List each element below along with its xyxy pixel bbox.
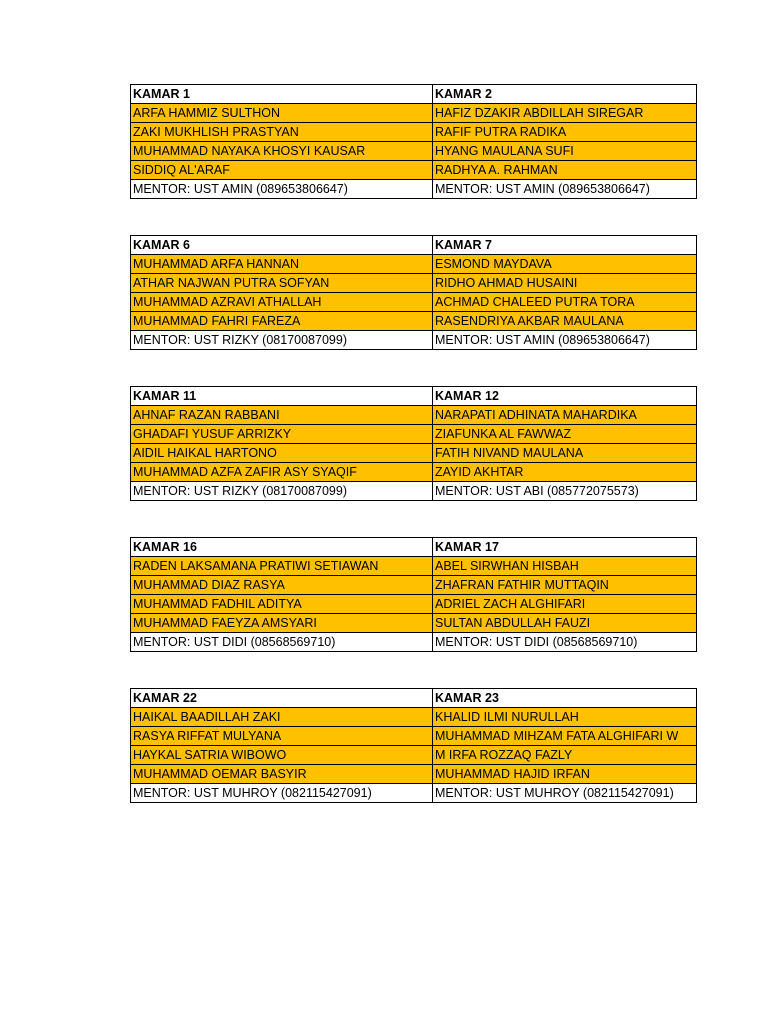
table-row-header [131, 689, 697, 708]
room-table [130, 537, 697, 652]
mentor-cell[interactable]: MENTOR: UST DIDI (08568569710) [433, 633, 697, 652]
student-name-cell[interactable]: SIDDIQ AL'ARAF [131, 161, 433, 180]
student-name-cell[interactable]: HAIKAL BAADILLAH ZAKI [131, 708, 433, 727]
student-name-cell[interactable]: ACHMAD CHALEED PUTRA TORA [433, 293, 697, 312]
table-row [131, 104, 697, 123]
student-name-cell[interactable]: RASYA RIFFAT MULYANA [131, 727, 433, 746]
student-name-cell[interactable]: RADEN LAKSAMANA PRATIWI SETIAWAN [131, 557, 433, 576]
table-row [131, 557, 697, 576]
student-name-cell[interactable]: RADHYA A. RAHMAN [433, 161, 697, 180]
student-name-cell[interactable]: RAFIF PUTRA RADIKA [433, 123, 697, 142]
room-title-cell[interactable]: KAMAR 17 [433, 538, 697, 557]
table-row [131, 293, 697, 312]
table-row [131, 727, 697, 746]
table-row [131, 425, 697, 444]
table-row-header [131, 85, 697, 104]
student-name-cell[interactable]: HYANG MAULANA SUFI [433, 142, 697, 161]
room-title-cell[interactable]: KAMAR 11 [131, 387, 433, 406]
room-block [130, 537, 696, 652]
table-row [131, 708, 697, 727]
mentor-cell[interactable]: MENTOR: UST RIZKY (08170087099) [131, 482, 433, 501]
room-table [130, 235, 697, 350]
table-row [131, 576, 697, 595]
mentor-cell[interactable]: MENTOR: UST AMIN (089653806647) [433, 331, 697, 350]
student-name-cell[interactable]: MUHAMMAD OEMAR BASYIR [131, 765, 433, 784]
table-row [131, 255, 697, 274]
table-row-header [131, 236, 697, 255]
mentor-cell[interactable]: MENTOR: UST DIDI (08568569710) [131, 633, 433, 652]
room-title-cell[interactable]: KAMAR 12 [433, 387, 697, 406]
table-row [131, 274, 697, 293]
room-block [130, 84, 696, 199]
table-row [131, 746, 697, 765]
student-name-cell[interactable]: MUHAMMAD NAYAKA KHOSYI KAUSAR [131, 142, 433, 161]
mentor-cell[interactable]: MENTOR: UST AMIN (089653806647) [131, 180, 433, 199]
room-table [130, 386, 697, 501]
room-title-cell[interactable]: KAMAR 6 [131, 236, 433, 255]
room-table [130, 688, 697, 803]
table-row-mentor [131, 633, 697, 652]
table-row [131, 161, 697, 180]
table-row [131, 444, 697, 463]
room-table [130, 84, 697, 199]
room-title-cell[interactable]: KAMAR 22 [131, 689, 433, 708]
student-name-cell[interactable]: MUHAMMAD HAJID IRFAN [433, 765, 697, 784]
table-row-mentor [131, 180, 697, 199]
mentor-cell[interactable]: MENTOR: UST MUHROY (082115427091) [433, 784, 697, 803]
mentor-cell[interactable]: MENTOR: UST RIZKY (08170087099) [131, 331, 433, 350]
student-name-cell[interactable]: ABEL SIRWHAN HISBAH [433, 557, 697, 576]
student-name-cell[interactable]: MUHAMMAD FAEYZA AMSYARI [131, 614, 433, 633]
table-row-mentor [131, 482, 697, 501]
student-name-cell[interactable]: MUHAMMAD FADHIL ADITYA [131, 595, 433, 614]
room-block [130, 235, 696, 350]
table-row [131, 142, 697, 161]
student-name-cell[interactable]: GHADAFI YUSUF ARRIZKY [131, 425, 433, 444]
room-title-cell[interactable]: KAMAR 23 [433, 689, 697, 708]
table-row-header [131, 387, 697, 406]
student-name-cell[interactable]: RASENDRIYA AKBAR MAULANA [433, 312, 697, 331]
room-title-cell[interactable]: KAMAR 16 [131, 538, 433, 557]
student-name-cell[interactable]: MUHAMMAD FAHRI FAREZA [131, 312, 433, 331]
table-row [131, 463, 697, 482]
student-name-cell[interactable]: M IRFA ROZZAQ FAZLY [433, 746, 697, 765]
student-name-cell[interactable]: MUHAMMAD AZFA ZAFIR ASY SYAQIF [131, 463, 433, 482]
student-name-cell[interactable]: ADRIEL ZACH ALGHIFARI [433, 595, 697, 614]
room-assignment-sheet [130, 84, 696, 839]
student-name-cell[interactable]: RIDHO AHMAD HUSAINI [433, 274, 697, 293]
student-name-cell[interactable]: ARFA HAMMIZ SULTHON [131, 104, 433, 123]
table-row [131, 765, 697, 784]
student-name-cell[interactable]: SULTAN ABDULLAH FAUZI [433, 614, 697, 633]
table-row [131, 595, 697, 614]
student-name-cell[interactable]: ZAYID AKHTAR [433, 463, 697, 482]
table-row [131, 406, 697, 425]
mentor-cell[interactable]: MENTOR: UST MUHROY (082115427091) [131, 784, 433, 803]
student-name-cell[interactable]: NARAPATI ADHINATA MAHARDIKA [433, 406, 697, 425]
student-name-cell[interactable]: AIDIL HAIKAL HARTONO [131, 444, 433, 463]
room-title-cell[interactable]: KAMAR 2 [433, 85, 697, 104]
student-name-cell[interactable]: MUHAMMAD MIHZAM FATA ALGHIFARI W [433, 727, 697, 746]
table-row [131, 614, 697, 633]
mentor-cell[interactable]: MENTOR: UST ABI (085772075573) [433, 482, 697, 501]
student-name-cell[interactable]: HAYKAL SATRIA WIBOWO [131, 746, 433, 765]
room-title-cell[interactable]: KAMAR 1 [131, 85, 433, 104]
room-title-cell[interactable]: KAMAR 7 [433, 236, 697, 255]
student-name-cell[interactable]: ZAKI MUKHLISH PRASTYAN [131, 123, 433, 142]
student-name-cell[interactable]: KHALID ILMI NURULLAH [433, 708, 697, 727]
student-name-cell[interactable]: ZIAFUNKA AL FAWWAZ [433, 425, 697, 444]
table-row [131, 123, 697, 142]
table-row [131, 312, 697, 331]
student-name-cell[interactable]: MUHAMMAD DIAZ RASYA [131, 576, 433, 595]
student-name-cell[interactable]: ZHAFRAN FATHIR MUTTAQIN [433, 576, 697, 595]
student-name-cell[interactable]: MUHAMMAD ARFA HANNAN [131, 255, 433, 274]
table-row-mentor [131, 784, 697, 803]
student-name-cell[interactable]: FATIH NIVAND MAULANA [433, 444, 697, 463]
student-name-cell[interactable]: ESMOND MAYDAVA [433, 255, 697, 274]
table-row-mentor [131, 331, 697, 350]
student-name-cell[interactable]: ATHAR NAJWAN PUTRA SOFYAN [131, 274, 433, 293]
room-block [130, 688, 696, 803]
room-block [130, 386, 696, 501]
student-name-cell[interactable]: AHNAF RAZAN RABBANI [131, 406, 433, 425]
table-row-header [131, 538, 697, 557]
student-name-cell[interactable]: HAFIZ DZAKIR ABDILLAH SIREGAR [433, 104, 697, 123]
mentor-cell[interactable]: MENTOR: UST AMIN (089653806647) [433, 180, 697, 199]
student-name-cell[interactable]: MUHAMMAD AZRAVI ATHALLAH [131, 293, 433, 312]
